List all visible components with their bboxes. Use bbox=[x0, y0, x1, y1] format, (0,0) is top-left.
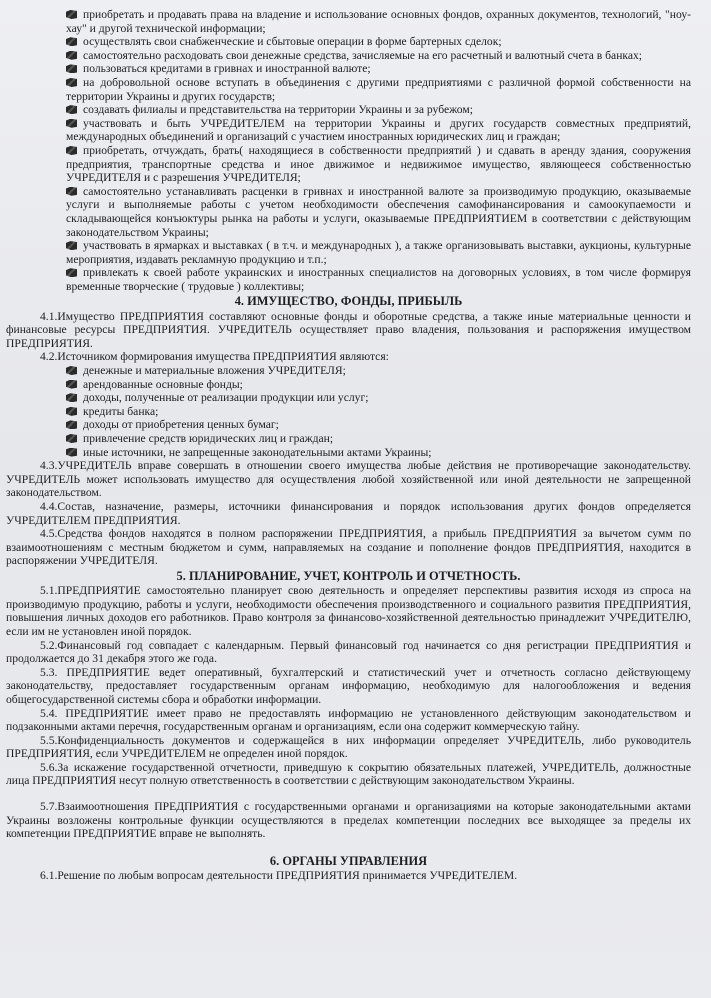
hand-bullet-icon bbox=[66, 105, 77, 114]
list-item: пользоваться кредитами в гривнах и иностранной валюте; bbox=[6, 62, 691, 76]
hand-bullet-icon bbox=[66, 37, 77, 46]
list-item: приобретать, отчуждать, брать( находящиеся в собственности предприятий ) и сдавать в аренду здания, сооружения предприятия, транспортные средства и иное движимое и недвижимое имущество, являющееся собственностью УЧРЕДИТЕЛЯ и с разрешения УЧРЕДИТЕЛЯ; bbox=[66, 143, 691, 185]
hand-bullet-icon bbox=[66, 146, 77, 155]
list-item: доходы от приобретения ценных бумаг; bbox=[6, 418, 691, 432]
list-item: приобретать и продавать права на владение и использование основных фондов, охранных документов, технологий, "ноу-хау" и другой технической информации; bbox=[66, 8, 691, 35]
spacer bbox=[6, 841, 691, 853]
clause-5-4: 5.4. ПРЕДПРИЯТИЕ имеет право не предоставлять информацию не установленного действующим законодательством и подзаконными актами перечня, государственным органам и организациям, если она содержит коммерческую тайну. bbox=[6, 706, 691, 734]
hand-bullet-icon bbox=[66, 268, 77, 277]
clause-4-3: 4.3.УЧРЕДИТЕЛЬ вправе совершать в отношении своего имущества любые действия не противоречащие законодательству. УЧРЕДИТЕЛЬ может использовать имущество для осуществления любой хозяйственной или иной деятельности не запрещенной законодательством. bbox=[6, 459, 691, 500]
hand-bullet-icon bbox=[66, 78, 77, 87]
list-item: привлечение средств юридических лиц и граждан; bbox=[6, 432, 691, 446]
property-sources-list bbox=[6, 364, 691, 459]
hand-bullet-icon bbox=[66, 187, 77, 196]
clause-5-2: 5.2.Финансовый год совпадает с календарным. Первый финансовый год начинается со дня регистрации ПРЕДПРИЯТИЯ и продолжается до 31 декабря этого же года. bbox=[6, 638, 691, 666]
list-item: иные источники, не запрещенные законодательными актами Украины; bbox=[6, 446, 691, 460]
list-item: самостоятельно расходовать свои денежные средства, зачисляемые на его расчетный и валютный счета в банках; bbox=[6, 49, 691, 63]
hand-bullet-icon bbox=[66, 366, 77, 375]
list-item: создавать филиалы и представительства на территории Украины и за рубежом; bbox=[6, 103, 691, 117]
list-item: арендованные основные фонды; bbox=[6, 378, 691, 392]
spacer bbox=[6, 788, 691, 800]
hand-bullet-icon bbox=[66, 380, 77, 389]
clause-5-1: 5.1.ПРЕДПРИЯТИЕ самостоятельно планирует свою деятельность и определяет перспективы развития исходя из спроса на производимую продукцию, работы и услуги, необходимости обеспечения производственного и социального развития ПРЕДПРИЯТИЯ, повышения личных доходов его работников. Право контроля за финансово-хозяйственной деятельностью принадлежит УЧРЕДИТЕЛЮ, если им не установлен иной порядок. bbox=[6, 584, 691, 638]
hand-bullet-icon bbox=[66, 51, 77, 60]
list-item: привлекать к своей работе украинских и иностранных специалистов на договорных условиях, в том числе формируя временные творческие ( трудовые ) коллективы; bbox=[66, 266, 691, 293]
hand-bullet-icon bbox=[66, 407, 77, 416]
clause-4-4: 4.4.Состав, назначение, размеры, источники финансирования и порядок использования других фондов определяется УЧРЕДИТЕЛЕМ ПРЕДПРИЯТИЯ. bbox=[6, 499, 691, 527]
section-5-heading: 5. ПЛАНИРОВАНИЕ, УЧЕТ, КОНТРОЛЬ И ОТЧЕТНОСТЬ. bbox=[176, 568, 521, 583]
section-4-heading: 4. ИМУЩЕСТВО, ФОНДЫ, ПРИБЫЛЬ bbox=[234, 294, 463, 309]
hand-bullet-icon bbox=[66, 64, 77, 73]
hand-bullet-icon bbox=[66, 420, 77, 429]
hand-bullet-icon bbox=[66, 241, 77, 250]
clause-6-1: 6.1.Решение по любым вопросам деятельности ПРЕДПРИЯТИЯ принимается УЧРЕДИТЕЛЕМ. bbox=[40, 869, 518, 883]
clause-4-2: 4.2.Источником формирования имущества ПРЕДПРИЯТИЯ являются: bbox=[40, 350, 389, 364]
rights-list bbox=[6, 8, 691, 293]
hand-bullet-icon bbox=[66, 393, 77, 402]
list-item: самостоятельно устанавливать расценки в гривнах и иностранной валюте за производимую продукцию, оказываемые услуги и выполняемые работы с учетом необходимости обеспечения самофинансирования и самоокупаемости и складывающейся конъюктуры рынка на работы и услуги, оказываемые ПРЕДПРИЯТИЕМ в соответствии с действующим законодательством Украины; bbox=[66, 184, 691, 239]
list-item: кредиты банка; bbox=[6, 405, 691, 419]
list-item: на добровольной основе вступать в объединения с другими предприятиями с различной формой собственности на территории Украины и других государств; bbox=[66, 75, 691, 103]
list-item: осуществлять свои снабженческие и сбытовые операции в форме бартерных сделок; bbox=[6, 35, 691, 49]
hand-bullet-icon bbox=[66, 434, 77, 443]
clause-4-5: 4.5.Средства фондов находятся в полном распоряжении ПРЕДПРИЯТИЯ, а прибыль ПРЕДПРИЯТИЯ за вычетом сумм по взаимоотношениям с местным бюджетом и сумм, направляемых на создание и пополнение фондов ПРЕДПРИЯТИЯ, находится в распоряжении УЧРЕДИТЕЛЯ. bbox=[6, 527, 691, 568]
section-6-heading: 6. ОРГАНЫ УПРАВЛЕНИЯ bbox=[269, 853, 428, 868]
list-item: участвовать в ярмарках и выставках ( в т.ч. и международных ), а также организовывать выставки, аукционы, культурные мероприятия, издавать рекламную продукцию и т.п.; bbox=[66, 239, 691, 266]
hand-bullet-icon bbox=[66, 448, 77, 457]
clause-5-3: 5.3. ПРЕДПРИЯТИЕ ведет оперативный, бухгалтерский и статистический учет и отчетность согласно действующему законодательству, предоставляет государственным органам информацию, необходимую для налогообложения и ведения общегосударственной системы сбора и обработки информации. bbox=[6, 665, 691, 706]
clause-5-6: 5.6.За искажение государственной отчетности, приведшую к сокрытию обязательных платежей, УЧРЕДИТЕЛЬ, должностные лица ПРЕДПРИЯТИЯ несут полную ответственность в соответствии с действующим законодательством Украины. bbox=[6, 760, 691, 788]
list-item: участвовать и быть УЧРЕДИТЕЛЕМ на территории Украины и других государств совместных предприятий, международных объединений и организаций с участием иностранных юридических лиц и граждан; bbox=[66, 116, 691, 144]
clause-5-7: 5.7.Взаимоотношения ПРЕДПРИЯТИЯ с государственными органами и организациями на которые законодательными актами Украины возложены контрольные функции осуществляются в пределах компетенции последних все выходящее за пределы их компетенции ПРЕДПРИЯТИЕ вправе не выполнять. bbox=[6, 800, 691, 841]
hand-bullet-icon bbox=[66, 10, 77, 19]
hand-bullet-icon bbox=[66, 119, 77, 128]
list-item: денежные и материальные вложения УЧРЕДИТЕЛЯ; bbox=[6, 364, 691, 378]
clause-5-5: 5.5.Конфиденциальность документов и содержащейся в них информации определяет УЧРЕДИТЕЛЬ, либо руководитель ПРЕДПРИЯТИЯ, если УЧРЕДИТЕЛЕМ не определен иной порядок. bbox=[6, 733, 691, 761]
list-item: доходы, полученные от реализации продукции или услуг; bbox=[6, 391, 691, 405]
clause-4-1: 4.1.Имущество ПРЕДПРИЯТИЯ составляют основные фонды и оборотные средства, а также иные материальные ценности и финансовые ресурсы ПРЕДПРИЯТИЯ. УЧРЕДИТЕЛЬ осуществляет право владения, пользования и распоряжения имуществом ПРЕДПРИЯТИЯ. bbox=[6, 309, 691, 350]
